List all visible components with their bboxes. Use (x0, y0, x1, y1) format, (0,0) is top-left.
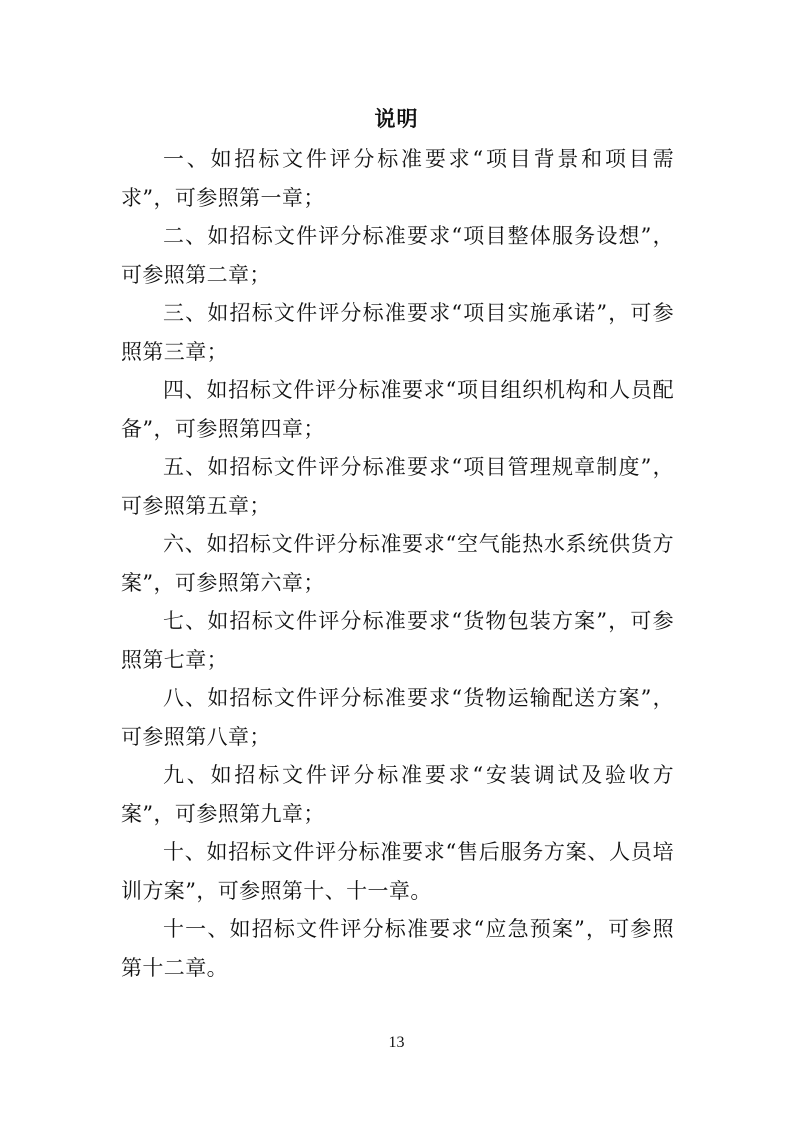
paragraph-10: 十、如招标文件评分标准要求“售后服务方案、人员培训方案”，可参照第十、十一章。 (121, 840, 674, 903)
paragraph-1: 一、如招标文件评分标准要求“项目背景和项目需求”，可参照第一章； (121, 147, 674, 210)
paragraph-4: 四、如招标文件评分标准要求“项目组织机构和人员配备”，可参照第四章； (121, 378, 674, 441)
paragraph-6: 六、如招标文件评分标准要求“空气能热水系统供货方案”，可参照第六章； (121, 532, 674, 595)
body-text (121, 140, 674, 987)
paragraph-5: 五、如招标文件评分标准要求“项目管理规章制度”，可参照第五章； (121, 455, 674, 518)
paragraph-2: 二、如招标文件评分标准要求“项目整体服务设想”，可参照第二章； (121, 224, 674, 287)
page-number: 13 (388, 1034, 405, 1051)
paragraph-8: 八、如招标文件评分标准要求“货物运输配送方案”，可参照第八章； (121, 686, 674, 749)
page-title: 说明 (374, 106, 419, 131)
paragraph-11: 十一、如招标文件评分标准要求“应急预案”，可参照第十二章。 (121, 917, 674, 980)
paragraph-3: 三、如招标文件评分标准要求“项目实施承诺”，可参照第三章； (121, 301, 674, 364)
paragraph-9: 九、如招标文件评分标准要求“安装调试及验收方案”，可参照第九章； (121, 763, 674, 826)
paragraph-7: 七、如招标文件评分标准要求“货物包装方案”，可参照第七章； (121, 609, 674, 672)
